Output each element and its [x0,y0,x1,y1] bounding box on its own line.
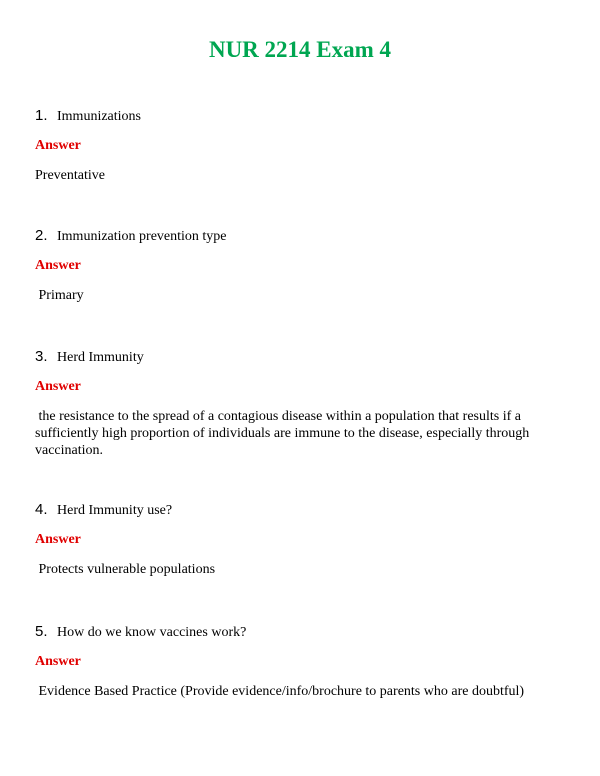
answer-label: Answer [35,258,81,273]
question-number: 5. [35,623,48,640]
question-line [35,622,565,642]
question-number: 3. [35,348,48,365]
question-number: 4. [35,501,48,518]
answer-label: Answer [35,138,81,153]
question-item [35,106,565,184]
answer-label: Answer [35,379,81,394]
question-line [35,106,565,126]
answer-text: Protects vulnerable populations [35,562,216,577]
question-text: How do we know vaccines work? [57,625,247,640]
question-line [35,500,565,520]
question-number: 1. [35,107,48,124]
answer-label: Answer [35,532,81,547]
question-item [35,226,565,304]
question-item [35,347,565,459]
question-number: 2. [35,227,48,244]
answer-text: Primary [35,288,84,303]
question-line [35,226,565,246]
question-text: Herd Immunity use? [57,503,173,518]
question-line [35,347,565,367]
page-title: NUR 2214 Exam 4 [208,37,392,62]
question-text: Immunizations [57,109,141,124]
answer-text: Preventative [35,168,105,183]
question-text: Immunization prevention type [57,229,227,244]
question-item [35,622,565,700]
question-text: Herd Immunity [57,350,144,365]
answer-label: Answer [35,654,81,669]
answer-text: the resistance to the spread of a contagious disease within a population that results if a sufficiently high proportion of individuals are immune to the disease, especially through vaccination. [35,409,533,458]
answer-text: Evidence Based Practice (Provide evidence/info/brochure to parents who are doubtful) [35,684,525,699]
question-item [35,500,565,578]
